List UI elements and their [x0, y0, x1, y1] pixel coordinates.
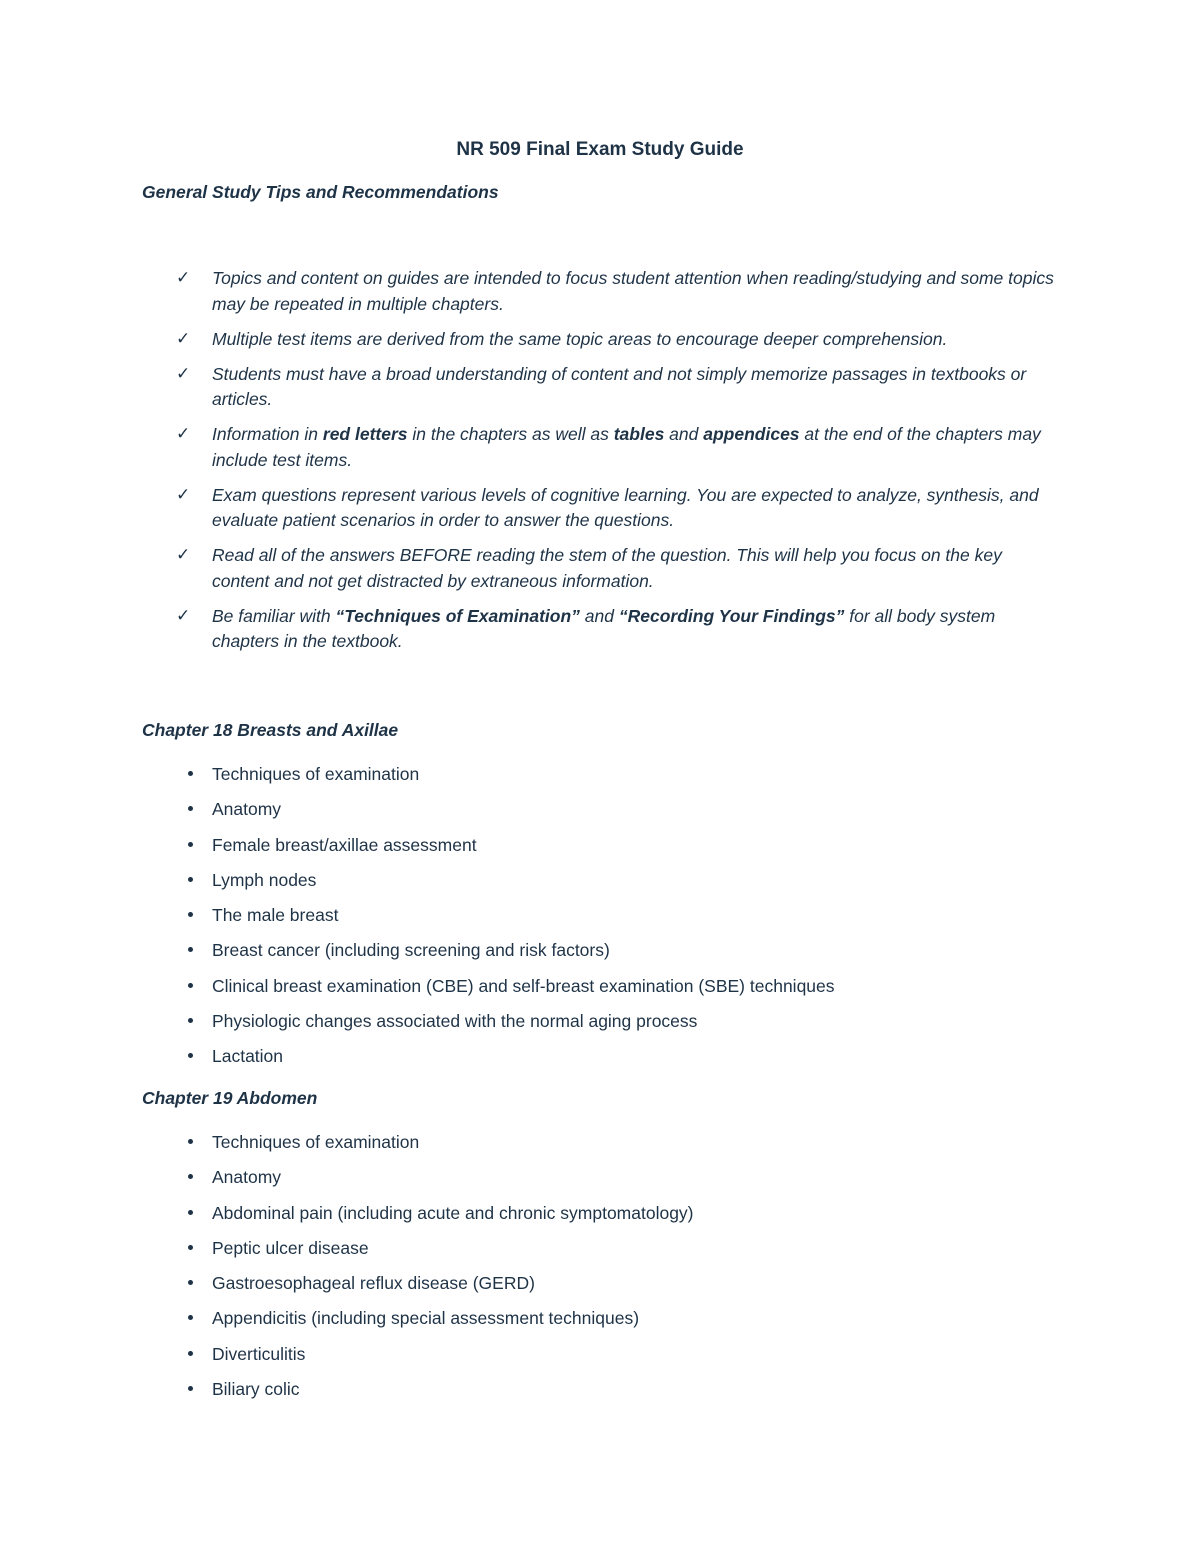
tip-emphasis: appendices [703, 424, 800, 444]
bullet-icon [188, 1315, 193, 1320]
chapter-19-topic-list [0, 1130, 1200, 1412]
topic-label: Physiologic changes associated with the normal aging process [212, 1011, 698, 1032]
topic-label: Biliary colic [212, 1379, 300, 1400]
bullet-icon [188, 806, 193, 811]
check-icon: ✓ [176, 268, 191, 288]
topic-label: Anatomy [212, 1167, 282, 1188]
topic-label: Diverticulitis [212, 1343, 306, 1364]
bullet-icon [188, 912, 193, 917]
check-icon: ✓ [176, 545, 191, 565]
topic-item [0, 1165, 1200, 1200]
tip-item [0, 266, 1200, 317]
tip-item [0, 483, 1200, 534]
tip-text: Topics and content on guides are intended to focus student attention when reading/studying and some topics may be repeated in multiple chapters. [212, 268, 1054, 314]
tip-emphasis: “Techniques of Examination” [335, 605, 580, 626]
topic-item [0, 1044, 1200, 1079]
topic-item [0, 1306, 1200, 1341]
chapter-18-topic-list [0, 762, 1200, 1080]
topic-item [0, 1271, 1200, 1306]
bullet-icon [188, 842, 193, 847]
bullet-icon [188, 1351, 193, 1356]
topic-item [0, 1009, 1200, 1044]
topic-label: Peptic ulcer disease [212, 1237, 369, 1258]
topic-item [0, 833, 1200, 868]
tip-text: at the end of the chapters may include test items. [212, 424, 1041, 470]
topic-label: Clinical breast examination (CBE) and self-breast examination (SBE) techniques [212, 975, 835, 996]
bullet-icon [188, 771, 193, 776]
tip-item [0, 327, 1200, 353]
topic-label: Breast cancer (including screening and risk factors) [212, 940, 610, 961]
bullet-icon [188, 1386, 193, 1391]
bullet-icon [188, 1053, 193, 1058]
bullet-icon [188, 1139, 193, 1144]
topic-item [0, 1201, 1200, 1236]
topic-item [0, 974, 1200, 1009]
bullet-icon [188, 1280, 193, 1285]
tip-text: Be familiar with [212, 605, 336, 626]
tip-emphasis: tables [613, 424, 665, 444]
tip-text: Read all of the answers BEFORE reading the stem of the question. This will help you focus on the key content and not get distracted by extraneous information. [212, 545, 1002, 591]
topic-label: Lymph nodes [212, 869, 317, 890]
general-tips-list [0, 266, 1200, 664]
tip-item [0, 604, 1200, 655]
topic-label: Appendicitis (including special assessment techniques) [212, 1308, 640, 1329]
topic-item [0, 762, 1200, 797]
bullet-icon [188, 1210, 193, 1215]
chapter-18-heading: Chapter 18 Breasts and Axillae [142, 720, 399, 740]
topic-label: Techniques of examination [212, 764, 420, 784]
topic-label: Lactation [212, 1046, 284, 1067]
topic-label: Abdominal pain (including acute and chronic symptomatology) [212, 1202, 694, 1223]
topic-item [0, 1377, 1200, 1412]
topic-item [0, 903, 1200, 938]
bullet-icon [188, 983, 193, 988]
check-icon: ✓ [176, 363, 191, 384]
tip-text: Students must have a broad understanding of content and not simply memorize passages in textbooks or articles. [212, 363, 1027, 409]
check-icon: ✓ [176, 424, 191, 444]
topic-item [0, 1342, 1200, 1377]
tip-text: Information in [212, 424, 323, 444]
topic-label: Gastroesophageal reflux disease (GERD) [212, 1273, 535, 1294]
topic-label: Anatomy [212, 799, 282, 820]
topic-label: Female breast/axillae assessment [212, 834, 477, 855]
general-tips-heading: General Study Tips and Recommendations [142, 182, 499, 202]
tip-item [0, 543, 1200, 594]
topic-item [0, 938, 1200, 973]
tip-item [0, 362, 1200, 413]
bullet-icon [188, 1174, 193, 1179]
tip-text: for all body system chapters in the textbook. [212, 605, 996, 651]
check-icon: ✓ [176, 484, 191, 505]
tip-emphasis: “Recording Your Findings” [618, 605, 845, 626]
tip-emphasis: red letters [322, 424, 408, 444]
topic-label: The male breast [212, 905, 339, 926]
bullet-icon [188, 947, 193, 952]
bullet-icon [188, 1018, 193, 1023]
check-icon: ✓ [176, 605, 191, 626]
bullet-icon [188, 1245, 193, 1250]
check-icon: ✓ [176, 328, 191, 349]
tip-text: and [664, 424, 704, 444]
topic-item [0, 1130, 1200, 1165]
topic-item [0, 868, 1200, 903]
topic-item [0, 797, 1200, 832]
tip-text: in the chapters as well as [407, 424, 614, 444]
topic-label: Techniques of examination [212, 1132, 420, 1152]
tip-text: Exam questions represent various levels of cognitive learning. You are expected to analyze, synthesis, and evaluate patient scenarios in order to answer the questions. [212, 484, 1039, 530]
tip-text: Multiple test items are derived from the same topic areas to encourage deeper comprehension. [212, 328, 948, 349]
chapter-19-heading: Chapter 19 Abdomen [142, 1088, 318, 1108]
tip-text: and [579, 605, 619, 626]
topic-item [0, 1236, 1200, 1271]
tip-item [0, 422, 1200, 473]
bullet-icon [188, 877, 193, 882]
document-title: NR 509 Final Exam Study Guide [456, 139, 744, 160]
